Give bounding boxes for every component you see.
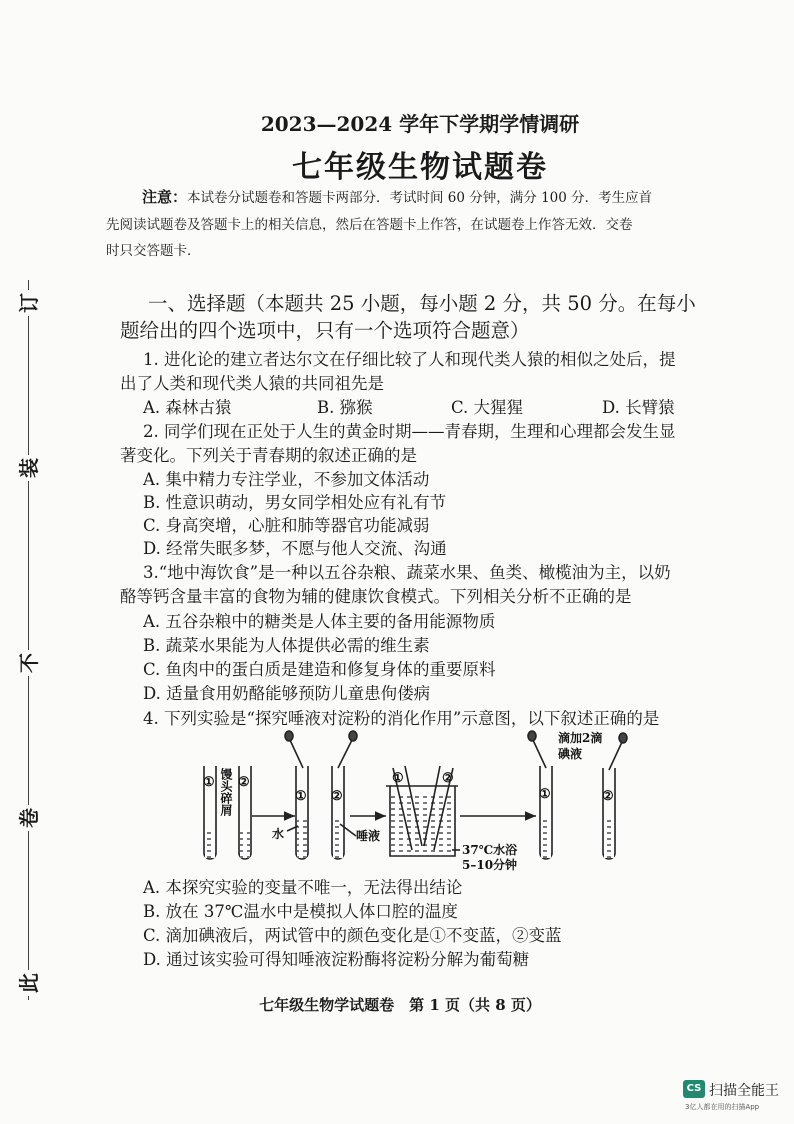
- q1-stem-2: 出了人类和现代类人猿的共同祖先是: [120, 374, 384, 393]
- test-tube-5: [540, 766, 552, 859]
- water-label: 水: [272, 827, 285, 841]
- iodine-label-1: 滴加2滴: [558, 731, 603, 745]
- q4-option-d: D. 通过该实验可得知唾液淀粉酶将淀粉分解为葡萄糖: [143, 950, 530, 969]
- q3-stem-2: 酪等钙含量丰富的食物为辅的健康饮食模式。下列相关分析不正确的是: [120, 587, 632, 606]
- note-text: 本试卷分试题卷和答题卡两部分．考试时间 60 分钟，满分 100 分．考生应首: [187, 190, 653, 206]
- dropper-icon: [338, 740, 352, 768]
- dropper-icon: [533, 740, 546, 768]
- scanner-watermark: [683, 1080, 793, 1120]
- margin-char: 不: [16, 650, 42, 676]
- q2-option-b: B. 性意识萌动，男女同学相处应有礼有节: [143, 493, 447, 512]
- tube-label-2: ②: [602, 789, 614, 804]
- bread-crumbs-label: 馒头碎屑: [219, 768, 233, 816]
- q3-stem-1: 3.“地中海饮食”是一种以五谷杂粮、蔬菜水果、鱼类、橄榄油为主，以奶: [143, 563, 671, 582]
- tube-label-1: ①: [203, 775, 215, 790]
- q1-option-d: D. 长臂猿: [602, 398, 675, 417]
- q4-option-b: B. 放在 37℃温水中是模拟人体口腔的温度: [143, 902, 458, 921]
- test-tube-6: [603, 768, 615, 859]
- q2-stem-2: 著变化。下列关于青春期的叙述正确的是: [120, 446, 417, 465]
- tube-label-2: ②: [331, 789, 343, 804]
- test-tube-4: [332, 766, 344, 859]
- margin-char: 订: [16, 290, 42, 316]
- bath-time-label: 5–10分钟: [462, 858, 518, 872]
- q2-stem-1: 2. 同学们现在正处于人生的黄金时期——青春期，生理和心理都会发生显: [143, 422, 676, 441]
- q1-stem-1: 1. 进化论的建立者达尔文在仔细比较了人和现代类人猿的相似之处后，提: [143, 350, 676, 369]
- q1-option-b: B. 猕猴: [317, 398, 373, 417]
- tube-label-1: ①: [392, 771, 404, 786]
- q1-option-a: A. 森林古猿: [143, 398, 232, 417]
- q1-option-c: C. 大猩猩: [451, 398, 524, 417]
- margin-char: 卷: [16, 805, 42, 831]
- exam-title: 2023—2024 学年下学期学情调研: [260, 112, 580, 136]
- camscanner-logo-icon: CS: [683, 1080, 705, 1098]
- q3-option-a: A. 五谷杂粮中的糖类是人体主要的备用能源物质: [143, 612, 496, 631]
- section-heading-1: 一、选择题（本题共 25 小题，每小题 2 分，共 50 分。在每小: [148, 292, 696, 315]
- scanner-name: 扫描全能王: [709, 1083, 779, 1099]
- section-heading-2: 题给出的四个选项中，只有一个选项符合题意）: [120, 319, 530, 342]
- note-line-1: [142, 186, 652, 207]
- tube-label-2: ②: [238, 775, 250, 790]
- margin-char: 此: [16, 970, 42, 996]
- q3-option-d: D. 适量食用奶酪能够预防儿童患佝偻病: [143, 684, 431, 703]
- q4-option-a: A. 本探究实验的变量不唯一，无法得出结论: [143, 878, 463, 897]
- tube-label-1: ①: [539, 787, 551, 802]
- q2-option-c: C. 身高突增，心脏和肺等器官功能减弱: [143, 516, 430, 535]
- note-label: 注意：: [142, 188, 188, 206]
- note-line-3: 时只交答题卡．: [106, 243, 201, 259]
- iodine-label-2: 碘液: [558, 747, 583, 761]
- binding-margin: [14, 280, 44, 1000]
- q3-option-b: B. 蔬菜水果能为人体提供必需的维生素: [143, 636, 430, 655]
- margin-line: [28, 280, 29, 1000]
- page-footer: 七年级生物学试题卷 第 1 页（共 8 页）: [259, 996, 541, 1014]
- bath-temp-label: 37℃水浴: [462, 843, 518, 857]
- dropper-icon: [290, 740, 303, 768]
- q2-option-d: D. 经常失眠多梦，不愿与他人交流、沟通: [143, 539, 447, 558]
- margin-char: 装: [16, 455, 42, 481]
- tube-label-1: ①: [295, 789, 307, 804]
- experiment-diagram: [190, 728, 630, 873]
- scanner-tagline: 3亿人都在用的扫描App: [685, 1103, 760, 1111]
- dropper-icon: [609, 742, 622, 770]
- saliva-label: 唾液: [356, 829, 381, 843]
- exam-subtitle: 七年级生物试题卷: [292, 150, 548, 185]
- q2-option-a: A. 集中精力专注学业，不参加文体活动: [143, 470, 430, 489]
- tube-label-2: ②: [442, 771, 454, 786]
- test-tube-3: [296, 766, 308, 859]
- note-line-2: 先阅读试题卷及答题卡上的相关信息，然后在答题卡上作答，在试题卷上作答无效．交卷: [106, 217, 633, 233]
- q4-stem: 4. 下列实验是“探究唾液对淀粉的消化作用”示意图，以下叙述正确的是: [143, 709, 660, 728]
- q3-option-c: C. 鱼肉中的蛋白质是建造和修复身体的重要原料: [143, 660, 496, 679]
- q4-option-c: C. 滴加碘液后，两试管中的颜色变化是①不变蓝，②变蓝: [143, 926, 562, 945]
